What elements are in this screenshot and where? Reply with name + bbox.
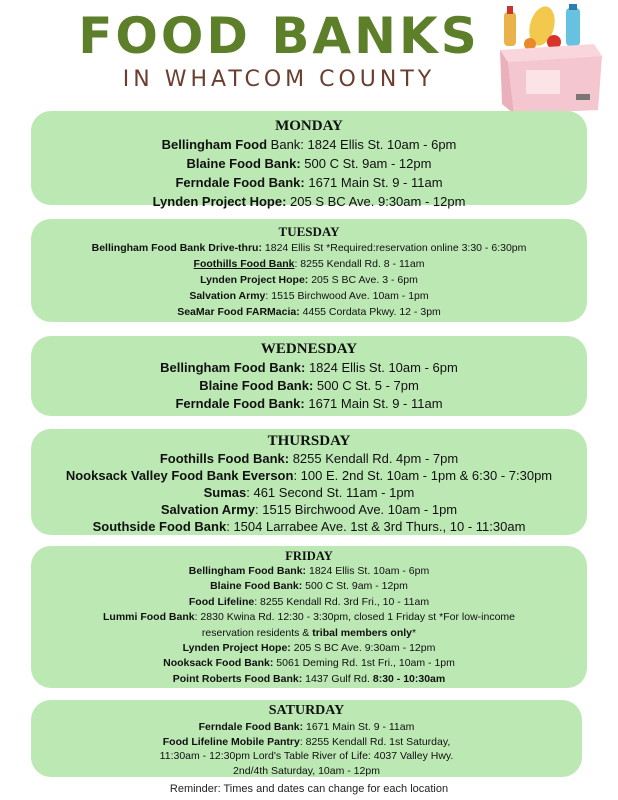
list-item: Salvation Army: 1515 Birchwood Ave. 10am - 1pm	[160, 502, 458, 517]
list-item: Lummi Food Bank: 2830 Kwina Rd. 12:30 - 3:30pm, closed 1 Friday st *For low-income	[103, 611, 515, 624]
list-item: Food Lifeline Mobile Pantry: 8255 Kendall Rd. 1st Saturday,	[162, 735, 451, 748]
list-item: Blaine Food Bank: 500 C St. 9am - 12pm	[186, 156, 432, 171]
list-item: Bellingham Food Bank Drive-thru: 1824 Ellis St *Required:reservation online 3:30 - 6:30pm	[91, 242, 527, 254]
saturday-card	[31, 700, 582, 777]
tuesday-card	[31, 219, 587, 322]
day-heading-thursday: THURSDAY	[267, 433, 351, 449]
list-item: Bellingham Food Bank: 1824 Ellis St. 10am - 6pm	[188, 565, 430, 577]
day-heading-tuesday: TUESDAY	[278, 224, 340, 239]
list-item: Bellingham Food Bank: 1824 Ellis St. 10am - 6pm	[160, 360, 458, 375]
list-item: Point Roberts Food Bank: 1437 Gulf Rd. 8:30 - 10:30am	[172, 672, 446, 685]
page-title: FOOD BANKS	[78, 7, 480, 65]
thursday-card	[31, 429, 587, 535]
list-item: Lynden Project Hope: 205 S BC Ave. 3 - 6pm	[200, 274, 418, 286]
list-item: Ferndale Food Bank: 1671 Main St. 9 - 11am	[198, 721, 415, 733]
list-item: Nooksack Valley Food Bank Everson: 100 E. 2nd St. 10am - 1pm & 6:30 - 7:30pm	[65, 468, 553, 483]
page-subtitle: IN WHATCOM COUNTY	[122, 67, 436, 92]
wednesday-card	[31, 336, 587, 416]
list-item-continuation: 11:30am - 12:30pm Lord's Table River of Life: 4037 Valley Hwy.	[159, 750, 454, 762]
list-item: SeaMar Food FARMacia: 4455 Cordata Pkwy. 12 - 3pm	[177, 306, 441, 318]
list-item: Lynden Project Hope: 205 S BC Ave. 9:30am - 12pm	[152, 194, 466, 209]
list-item: Bellingham Food Bank: 1824 Ellis St. 10am - 6pm	[161, 137, 457, 152]
day-heading-monday: MONDAY	[275, 118, 343, 134]
list-item: Salvation Army: 1515 Birchwood Ave. 10am - 1pm	[189, 290, 429, 302]
list-item: Ferndale Food Bank: 1671 Main St. 9 - 11am	[175, 175, 443, 190]
list-item: Nooksack Food Bank: 5061 Deming Rd. 1st Fri., 10am - 1pm	[163, 657, 455, 670]
day-heading-friday: FRIDAY	[285, 549, 333, 563]
box-with-groceries-icon	[490, 4, 608, 116]
list-item: Lynden Project Hope: 205 S BC Ave. 9:30am - 12pm	[182, 642, 436, 655]
list-item: Sumas: 461 Second St. 11am - 1pm	[203, 485, 415, 500]
list-item: Ferndale Food Bank: 1671 Main St. 9 - 11am	[175, 396, 443, 411]
footer-reminder: Reminder: Times and dates can change for each location	[169, 783, 449, 795]
monday-card	[31, 111, 587, 209]
list-item: Foothills Food Bank: 8255 Kendall Rd. 8 - 11am	[193, 258, 425, 270]
friday-card	[31, 546, 587, 688]
day-heading-wednesday: WEDNESDAY	[260, 341, 358, 357]
list-item-continuation: 2nd/4th Saturday, 10am - 12pm	[233, 764, 380, 777]
list-item: Food Lifeline: 8255 Kendall Rd. 3rd Fri., 10 - 11am	[188, 595, 430, 608]
list-item: Blaine Food Bank: 500 C St. 5 - 7pm	[199, 378, 419, 393]
list-item: Blaine Food Bank: 500 C St. 9am - 12pm	[210, 580, 408, 593]
day-heading-saturday: SATURDAY	[268, 703, 345, 718]
list-item: Southside Food Bank: 1504 Larrabee Ave. 1st & 3rd Thurs., 10 - 11:30am	[92, 519, 526, 534]
list-item-continuation: reservation residents & tribal members only*	[201, 626, 417, 639]
list-item: Foothills Food Bank: 8255 Kendall Rd. 4pm - 7pm	[159, 451, 459, 466]
